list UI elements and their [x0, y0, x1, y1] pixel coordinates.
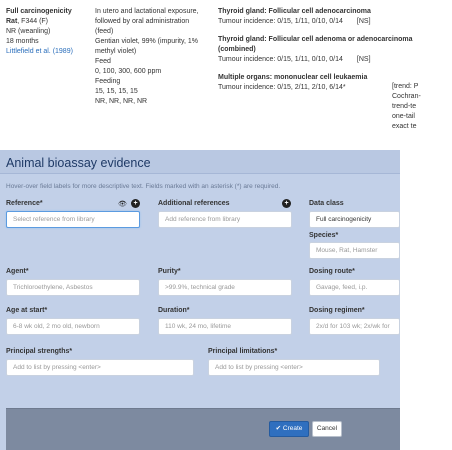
duration-input[interactable]: 110 wk, 24 mo, lifetime [158, 318, 292, 335]
result-title: Thyroid gland: Follicular cell adenoma or adenocarcinoma [218, 36, 413, 43]
reference-input[interactable]: Select reference from library [6, 211, 140, 228]
cancel-button[interactable]: Cancel [312, 421, 342, 437]
species: Rat [6, 18, 18, 25]
exposure-line: Gentian violet, 99% (impurity, 1% [95, 38, 198, 45]
dosing-route-label[interactable]: Dosing route* [309, 268, 355, 275]
modal-header [0, 150, 400, 174]
purity-input[interactable]: >99.9%, technical grade [158, 279, 292, 296]
exposure-line: 0, 100, 300, 600 ppm [95, 68, 162, 75]
exposure-line: methyl violet) [95, 48, 137, 55]
incidence-text: Tumour incidence: 0/15, 1/11, 0/10, 0/14 [218, 18, 343, 25]
additional-references-label[interactable]: Additional references [158, 200, 230, 207]
species-input[interactable]: Mouse, Rat, Hamster [309, 242, 400, 259]
comment-line: one-tail [392, 113, 415, 120]
principal-limitations-label[interactable]: Principal limitations* [208, 348, 278, 355]
incidence-text: Tumour incidence: 0/15, 1/11, 0/10, 0/14 [218, 56, 343, 63]
data-class-select[interactable]: Full carcinogenicity [309, 211, 400, 228]
create-button[interactable] [269, 421, 309, 437]
duration-label[interactable]: Duration* [158, 307, 190, 314]
exposure-line: followed by oral administration [95, 18, 190, 25]
incidence-text: Tumour incidence: 0/15, 2/11, 2/10, 6/14* [218, 84, 346, 91]
significance: [NS] [356, 56, 371, 63]
comments-column [392, 82, 452, 132]
strain: , F344 (F) [17, 18, 49, 25]
age-at-start: NR (weanling) [6, 28, 51, 35]
result-title: Multiple organs: mononuclear cell leukaemia [218, 74, 368, 81]
bioassay-modal [0, 150, 400, 450]
exposure-line: (feed) [95, 28, 114, 35]
exposure-line: Feed [95, 58, 111, 65]
species-label[interactable]: Species* [309, 232, 339, 239]
dosing-route-input[interactable]: Gavage, feed, i.p. [309, 279, 400, 296]
dosing-regimen-input[interactable]: 2x/d for 103 wk; 2x/wk for [309, 318, 400, 335]
exposure-line: Feeding [95, 78, 121, 85]
age-at-start-input[interactable]: 6-8 wk old, 2 mo old, newborn [6, 318, 140, 335]
result-item [218, 73, 400, 93]
exposure-column [95, 7, 210, 107]
reference-label[interactable]: Reference* [6, 200, 43, 207]
purity-label[interactable]: Purity* [158, 268, 181, 275]
age-at-start-label[interactable]: Age at start* [6, 307, 48, 314]
eye-icon[interactable]: 👁 [118, 200, 127, 208]
result-title-cont: (combined) [218, 46, 256, 53]
comment-line: Cochran- [392, 93, 421, 100]
result-incidence [218, 17, 400, 27]
result-title: Thyroid gland: Follicular cell adenocarcinoma [218, 8, 371, 15]
principal-strengths-input[interactable]: Add to list by pressing <enter> [6, 359, 194, 376]
study-table [0, 0, 421, 150]
study-duration: 18 months [6, 38, 39, 45]
agent-label[interactable]: Agent* [6, 268, 29, 275]
add-reference-icon[interactable]: + [131, 199, 140, 208]
species-strain [6, 17, 90, 27]
additional-references-input[interactable]: Add reference from library [158, 211, 292, 228]
study-design-column [6, 7, 90, 57]
comment-line: [trend: P [392, 83, 419, 90]
check-icon: ✔ [275, 425, 282, 432]
principal-limitations-input[interactable]: Add to list by pressing <enter> [208, 359, 380, 376]
modal-title: Animal bioassay evidence [6, 156, 151, 170]
exposure-line: NR, NR, NR, NR [95, 98, 148, 105]
reference-link[interactable]: Littlefield et al. (1989) [6, 48, 73, 55]
create-label: Create [282, 425, 303, 432]
result-incidence [218, 83, 400, 93]
exposure-line: 15, 15, 15, 15 [95, 88, 138, 95]
comment-line: exact te [392, 123, 417, 130]
agent-input[interactable]: Trichloroethylene, Asbestos [6, 279, 140, 296]
form-hint: Hover-over field labels for more descriptive text. Fields marked with an asterisk (*) are required. [6, 183, 281, 190]
significance: [NS] [356, 18, 371, 25]
result-item [218, 7, 400, 27]
study-type: Full carcinogenicity [6, 8, 72, 15]
add-additional-reference-icon[interactable]: + [282, 199, 291, 208]
dosing-regimen-label[interactable]: Dosing regimen* [309, 307, 365, 314]
modal-footer [6, 408, 400, 450]
data-class-label[interactable]: Data class [309, 200, 344, 207]
principal-strengths-label[interactable]: Principal strengths* [6, 348, 73, 355]
comment-line: trend-te [392, 103, 417, 110]
exposure-line: In utero and lactational exposure, [95, 8, 199, 15]
result-item [218, 35, 413, 65]
result-incidence [218, 55, 400, 65]
